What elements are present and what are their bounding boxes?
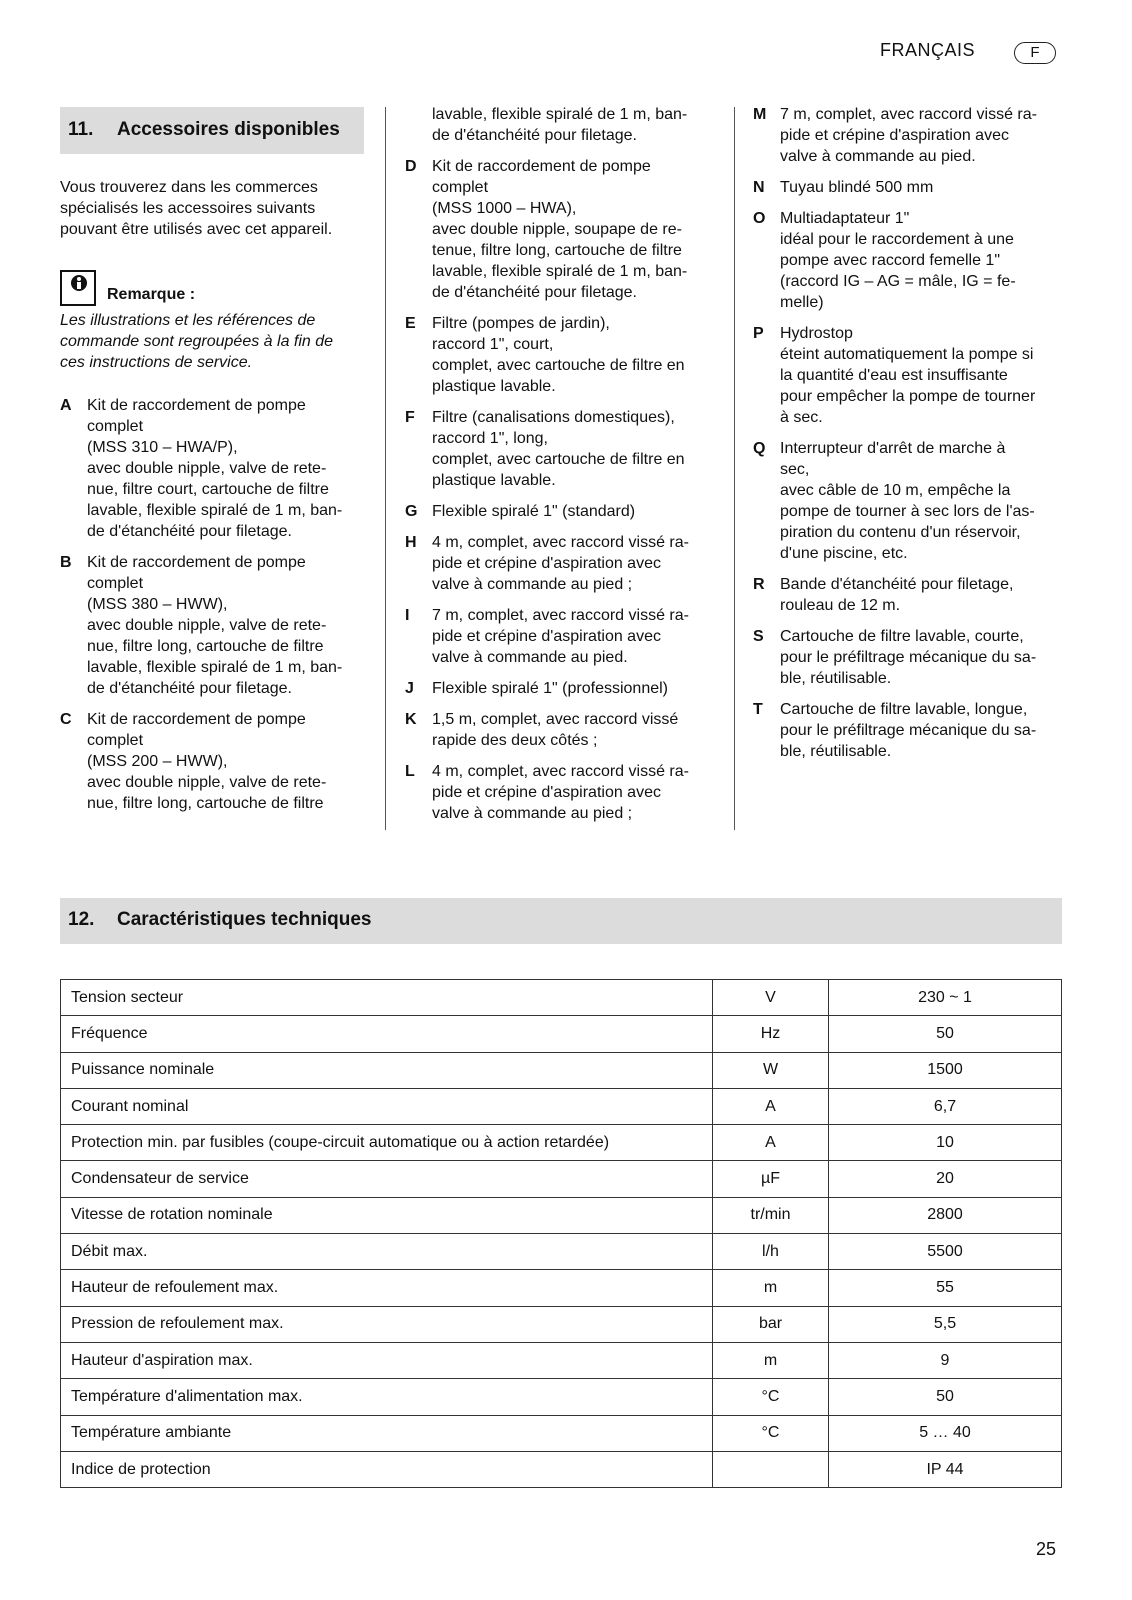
item-letter: M bbox=[753, 106, 767, 123]
accessory-item bbox=[405, 678, 715, 699]
item-text: 4 m, complet, avec raccord vissé ra- pide et crépine d'aspiration avec valve à commande au pied ; bbox=[432, 534, 689, 593]
spec-unit: bar bbox=[713, 1306, 829, 1342]
item-text: 7 m, complet, avec raccord vissé ra- pide et crépine d'aspiration avec valve à commande au pied. bbox=[780, 106, 1037, 165]
accessory-item bbox=[60, 395, 360, 542]
spec-value: 1500 bbox=[829, 1052, 1062, 1088]
item-text: Cartouche de filtre lavable, courte, pour le préfiltrage mécanique du sa- ble, réutilisable. bbox=[780, 628, 1037, 687]
spec-label: Indice de protection bbox=[61, 1451, 713, 1487]
table-row bbox=[61, 1125, 1062, 1161]
item-text: 7 m, complet, avec raccord vissé ra- pide et crépine d'aspiration avec valve à commande au pied. bbox=[432, 607, 689, 666]
item-letter: K bbox=[405, 711, 417, 728]
spec-unit: °C bbox=[713, 1415, 829, 1451]
spec-label: Débit max. bbox=[61, 1234, 713, 1270]
item-letter: E bbox=[405, 315, 416, 332]
section-title: Accessoires disponibles bbox=[117, 119, 340, 140]
spec-unit: µF bbox=[713, 1161, 829, 1197]
item-text: Kit de raccordement de pompe complet (MSS 1000 – HWA), avec double nipple, soupape de re- tenue, filtre long, cartouche de filtre lavable, flexible spiralé de 1 m, ban- de d'étanchéité pour filetage. bbox=[432, 158, 688, 301]
table-row bbox=[61, 1088, 1062, 1124]
accessory-item bbox=[753, 438, 1063, 564]
spec-unit bbox=[713, 1451, 829, 1487]
table-row bbox=[61, 1306, 1062, 1342]
accessory-item bbox=[405, 709, 715, 751]
accessory-item bbox=[753, 626, 1063, 689]
spec-value: 6,7 bbox=[829, 1088, 1062, 1124]
item-letter: J bbox=[405, 680, 414, 697]
item-text: 4 m, complet, avec raccord vissé ra- pide et crépine d'aspiration avec valve à commande au pied ; bbox=[432, 763, 689, 822]
item-letter: R bbox=[753, 576, 765, 593]
item-text: Multiadaptateur 1" idéal pour le raccordement à une pompe avec raccord femelle 1" (raccord IG – AG = mâle, IG = fe- melle) bbox=[780, 210, 1016, 311]
item-continuation: lavable, flexible spiralé de 1 m, ban- de d'étanchéité pour filetage. bbox=[432, 106, 688, 144]
accessory-item bbox=[405, 313, 715, 397]
spec-label: Protection min. par fusibles (coupe-circuit automatique ou à action retardée) bbox=[61, 1125, 713, 1161]
table-row bbox=[61, 1052, 1062, 1088]
section-number: 11. bbox=[68, 119, 94, 140]
accessory-item bbox=[405, 156, 715, 303]
spec-value: IP 44 bbox=[829, 1451, 1062, 1487]
item-text: Hydrostop éteint automatiquement la pompe si la quantité d'eau est insuffisante pour empêcher la pompe de tourner à sec. bbox=[780, 325, 1036, 426]
column-divider bbox=[734, 107, 735, 830]
spec-value: 9 bbox=[829, 1342, 1062, 1378]
item-text: Flexible spiralé 1" (professionnel) bbox=[432, 680, 669, 697]
spec-value: 5500 bbox=[829, 1234, 1062, 1270]
spec-value: 5 … 40 bbox=[829, 1415, 1062, 1451]
item-text: Cartouche de filtre lavable, longue, pour le préfiltrage mécanique du sa- ble, réutilisable. bbox=[780, 701, 1037, 760]
spec-value: 230 ~ 1 bbox=[829, 980, 1062, 1016]
accessory-item bbox=[405, 501, 715, 522]
intro-paragraph: Vous trouverez dans les commerces spécialisés les accessoires suivants pouvant être utilisés avec cet appareil. bbox=[60, 179, 333, 238]
table-row bbox=[61, 1234, 1062, 1270]
spec-unit: A bbox=[713, 1088, 829, 1124]
item-letter: O bbox=[753, 210, 766, 227]
item-text: Tuyau blindé 500 mm bbox=[780, 179, 934, 196]
accessories-column-3 bbox=[753, 104, 1063, 772]
accessory-item bbox=[60, 709, 360, 814]
specs-table bbox=[60, 979, 1062, 1488]
spec-value: 10 bbox=[829, 1125, 1062, 1161]
item-letter: L bbox=[405, 763, 415, 780]
spec-unit: tr/min bbox=[713, 1197, 829, 1233]
spec-value: 20 bbox=[829, 1161, 1062, 1197]
item-letter: S bbox=[753, 628, 764, 645]
accessory-item bbox=[60, 552, 360, 699]
item-letter: H bbox=[405, 534, 417, 551]
spec-unit: m bbox=[713, 1270, 829, 1306]
page-number: 25 bbox=[1036, 1539, 1057, 1559]
spec-value: 50 bbox=[829, 1379, 1062, 1415]
item-text: 1,5 m, complet, avec raccord vissé rapide des deux côtés ; bbox=[432, 711, 679, 749]
item-text: Bande d'étanchéité pour filetage, rouleau de 12 m. bbox=[780, 576, 1014, 614]
accessory-item bbox=[405, 532, 715, 595]
item-text: Filtre (pompes de jardin), raccord 1", court, complet, avec cartouche de filtre en plastique lavable. bbox=[432, 315, 685, 395]
spec-value: 2800 bbox=[829, 1197, 1062, 1233]
item-text: Kit de raccordement de pompe complet (MSS 310 – HWA/P), avec double nipple, valve de rete- nue, filtre court, cartouche de filtre lavable, flexible spiralé de 1 m, ban- de d'étanchéité pour filetage. bbox=[87, 397, 343, 540]
item-letter: C bbox=[60, 711, 72, 728]
item-letter: G bbox=[405, 503, 418, 520]
spec-unit: l/h bbox=[713, 1234, 829, 1270]
table-row bbox=[61, 1270, 1062, 1306]
accessories-column-1 bbox=[60, 177, 360, 824]
accessory-item bbox=[753, 104, 1063, 167]
spec-unit: A bbox=[713, 1125, 829, 1161]
table-row bbox=[61, 1451, 1062, 1487]
section-12-heading bbox=[60, 898, 1062, 944]
item-letter: N bbox=[753, 179, 765, 196]
column-divider bbox=[385, 107, 386, 830]
section-title: Caractéristiques techniques bbox=[117, 909, 372, 930]
accessory-item bbox=[753, 208, 1063, 313]
accessory-item bbox=[753, 699, 1063, 762]
spec-value: 55 bbox=[829, 1270, 1062, 1306]
spec-label: Tension secteur bbox=[61, 980, 713, 1016]
accessory-item bbox=[753, 177, 1063, 198]
remark-text: Les illustrations et les références de commande sont regroupées à la fin de ces instructions de service. bbox=[60, 312, 334, 371]
spec-unit: Hz bbox=[713, 1016, 829, 1052]
spec-unit: V bbox=[713, 980, 829, 1016]
accessory-item bbox=[753, 574, 1063, 616]
table-row bbox=[61, 980, 1062, 1016]
item-text: Filtre (canalisations domestiques), raccord 1", long, complet, avec cartouche de filtre en plastique lavable. bbox=[432, 409, 685, 489]
accessory-item bbox=[753, 323, 1063, 428]
spec-label: Hauteur de refoulement max. bbox=[61, 1270, 713, 1306]
remark-block bbox=[60, 270, 360, 306]
spec-label: Vitesse de rotation nominale bbox=[61, 1197, 713, 1233]
remark-label: Remarque : bbox=[107, 286, 196, 303]
spec-unit: °C bbox=[713, 1379, 829, 1415]
item-letter: A bbox=[60, 397, 72, 414]
spec-label: Courant nominal bbox=[61, 1088, 713, 1124]
spec-unit: m bbox=[713, 1342, 829, 1378]
item-text: Kit de raccordement de pompe complet (MSS 200 – HWW), avec double nipple, valve de rete- nue, filtre long, cartouche de filtre bbox=[87, 711, 327, 812]
table-row bbox=[61, 1016, 1062, 1052]
language-label: FRANÇAIS bbox=[880, 40, 976, 60]
spec-label: Pression de refoulement max. bbox=[61, 1306, 713, 1342]
table-row bbox=[61, 1161, 1062, 1197]
section-number: 12. bbox=[68, 909, 95, 930]
spec-label: Condensateur de service bbox=[61, 1161, 713, 1197]
item-letter: F bbox=[405, 409, 415, 426]
spec-label: Température ambiante bbox=[61, 1415, 713, 1451]
item-text: Interrupteur d'arrêt de marche à sec, avec câble de 10 m, empêche la pompe de tourner à sec lors de l'as- piration du contenu d'un réservoir, d'une piscine, etc. bbox=[780, 440, 1035, 562]
accessory-item bbox=[405, 761, 715, 824]
item-letter: B bbox=[60, 554, 72, 571]
table-row bbox=[61, 1197, 1062, 1233]
table-row bbox=[61, 1379, 1062, 1415]
item-letter: I bbox=[405, 607, 410, 624]
accessories-column-2 bbox=[405, 104, 715, 834]
item-letter: D bbox=[405, 158, 417, 175]
table-row bbox=[61, 1342, 1062, 1378]
section-11-heading bbox=[60, 107, 364, 154]
spec-value: 5,5 bbox=[829, 1306, 1062, 1342]
item-letter: T bbox=[753, 701, 763, 718]
language-badge: F bbox=[1014, 42, 1056, 64]
spec-label: Puissance nominale bbox=[61, 1052, 713, 1088]
table-row bbox=[61, 1415, 1062, 1451]
info-icon bbox=[60, 270, 96, 306]
spec-label: Fréquence bbox=[61, 1016, 713, 1052]
item-letter: Q bbox=[753, 440, 766, 457]
accessory-item bbox=[405, 407, 715, 491]
item-letter: P bbox=[753, 325, 764, 342]
spec-value: 50 bbox=[829, 1016, 1062, 1052]
item-text: Kit de raccordement de pompe complet (MSS 380 – HWW), avec double nipple, valve de rete- nue, filtre long, cartouche de filtre lavable, flexible spiralé de 1 m, ban- de d'étanchéité pour filetage. bbox=[87, 554, 343, 697]
accessory-item bbox=[405, 605, 715, 668]
spec-label: Hauteur d'aspiration max. bbox=[61, 1342, 713, 1378]
spec-label: Température d'alimentation max. bbox=[61, 1379, 713, 1415]
spec-unit: W bbox=[713, 1052, 829, 1088]
item-text: Flexible spiralé 1" (standard) bbox=[432, 503, 636, 520]
